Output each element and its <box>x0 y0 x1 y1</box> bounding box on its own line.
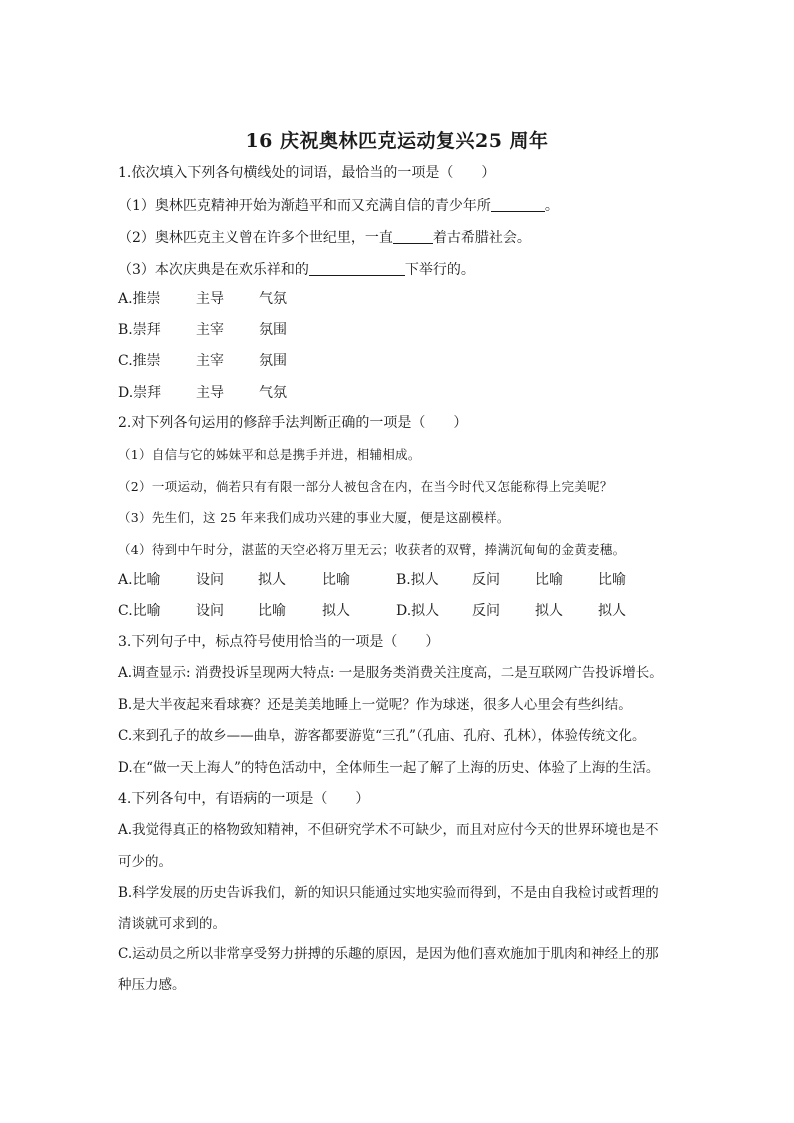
q2-option-c-word1: C.比喻 <box>118 603 161 619</box>
q2-option-c-word3: 比喻 <box>258 603 286 619</box>
q1-option-c-word2: 主宰 <box>196 353 224 369</box>
q1-s2-post: 着古希腊社会。 <box>432 230 531 246</box>
q4-option-b-line2: 清谈就可求到的。 <box>118 916 226 932</box>
q2-option-b-word2: 反问 <box>472 572 500 588</box>
q1-option-b-word3: 氛围 <box>259 322 287 338</box>
q1-s1-pre: （1）奥林匹克精神开始为渐趋平和而又充满自信的青少年所 <box>118 198 491 214</box>
q1-sentence-3 <box>118 261 475 279</box>
q1-s3-post: 下举行的。 <box>404 262 475 278</box>
q2-option-b-word4: 比喻 <box>598 572 626 588</box>
q2-option-d-word3: 拟人 <box>535 603 563 619</box>
q1-s1-post: 。 <box>544 198 559 214</box>
q1-stem: 1.依次填入下列各句横线处的词语，最恰当的一项是（ ） <box>118 165 496 181</box>
q3-option-c: C.来到孔子的故乡——曲阜，游客都要游览“三孔”（孔庙、孔府、孔林），体验传统文化。 <box>118 728 646 744</box>
q1-s3-pre: （3）本次庆典是在欢乐祥和的 <box>118 262 309 278</box>
q3-option-b: B.是大半夜起来看球赛？还是美美地睡上一觉呢？作为球迷，很多人心里会有些纠结。 <box>118 697 632 713</box>
q4-option-c-line1: C.运动员之所以非常享受努力拼搏的乐趣的原因，是因为他们喜欢施加于肌肉和神经上的那 <box>118 946 659 962</box>
q2-option-a-word1: A.比喻 <box>118 572 161 588</box>
answer-blank <box>309 261 405 276</box>
q1-option-c-word1: C.推崇 <box>118 353 161 369</box>
q2-sentence-4: （4）待到中午时分，湛蓝的天空必将万里无云；收获者的双臂，捧满沉甸甸的金黄麦穗。 <box>118 542 626 557</box>
q3-option-a: A.调查显示: 消费投诉呈现两大特点: 一是服务类消费关注度高，二是互联网广告投诉增长。 <box>118 665 663 681</box>
q1-option-d-word3: 气氛 <box>259 385 287 401</box>
q4-option-a-line1: A.我觉得真正的格物致知精神，不但研究学术不可缺少，而且对应付今天的世界环境也是不 <box>118 822 659 838</box>
q2-option-b-word1: B.拟人 <box>396 572 439 588</box>
q1-option-d-word2: 主导 <box>196 385 224 401</box>
q2-sentence-3: （3）先生们，这 25 年来我们成功兴建的事业大厦，便是这副模样。 <box>118 510 510 525</box>
q3-stem: 3.下列句子中，标点符号使用恰当的一项是（ ） <box>118 634 440 650</box>
q1-option-b-word1: B.崇拜 <box>118 322 161 338</box>
q2-stem: 2.对下列各句运用的修辞手法判断正确的一项是（ ） <box>118 415 468 431</box>
q4-option-c-line2: 种压力感。 <box>118 977 186 993</box>
q4-option-a-line2: 可少的。 <box>118 854 172 870</box>
q1-option-a-word3: 气氛 <box>259 291 287 307</box>
q2-option-b-word3: 比喻 <box>535 572 563 588</box>
q1-option-a-word1: A.推崇 <box>118 291 161 307</box>
q2-option-d-word2: 反问 <box>472 603 500 619</box>
q2-option-a-word3: 拟人 <box>258 572 286 588</box>
q1-sentence-2 <box>118 229 531 247</box>
q2-sentence-1: （1）自信与它的姊妹平和总是携手并进，相辅相成。 <box>118 447 421 462</box>
q2-sentence-2: （2）一项运动，倘若只有有限一部分人被包含在内，在当今时代又怎能称得上完美呢？ <box>118 479 613 494</box>
q1-option-c-word3: 氛围 <box>259 353 287 369</box>
page-title: 16 庆祝奥林匹克运动复兴25 周年 <box>245 130 549 152</box>
answer-blank <box>393 229 433 244</box>
q3-option-d: D.在“做一天上海人”的特色活动中，全体师生一起了解了上海的历史、体验了上海的生活。 <box>118 760 660 776</box>
answer-blank <box>491 197 545 212</box>
q4-stem: 4.下列各句中，有语病的一项是（ ） <box>118 791 370 807</box>
q2-option-a-word2: 设问 <box>196 572 224 588</box>
q1-option-d-word1: D.崇拜 <box>118 385 162 401</box>
q2-option-d-word1: D.拟人 <box>396 603 440 619</box>
q4-option-b-line1: B.科学发展的历史告诉我们，新的知识只能通过实地实验而得到，不是由自我检讨或哲理的 <box>118 885 659 901</box>
q2-option-d-word4: 拟人 <box>598 603 626 619</box>
q2-option-c-word2: 设问 <box>196 603 224 619</box>
q2-option-c-word4: 拟人 <box>322 603 350 619</box>
q1-option-a-word2: 主导 <box>196 291 224 307</box>
q2-option-a-word4: 比喻 <box>322 572 350 588</box>
q1-sentence-1 <box>118 197 559 215</box>
q1-option-b-word2: 主宰 <box>196 322 224 338</box>
q1-s2-pre: （2）奥林匹克主义曾在许多个世纪里，一直 <box>118 230 393 246</box>
